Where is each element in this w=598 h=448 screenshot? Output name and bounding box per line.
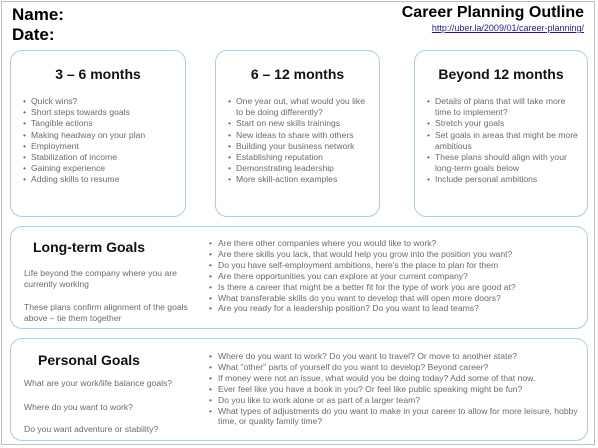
section-note: Life beyond the company where you are currently working bbox=[24, 268, 177, 289]
section-note: Do you want adventure or stability? bbox=[24, 424, 159, 434]
list-item: • Employment bbox=[23, 141, 179, 152]
list-item: • Start on new skills trainings bbox=[228, 118, 373, 129]
column-3-6-months bbox=[10, 50, 186, 217]
list-item: • Ever feel like you have a book in you? Or feel like public speaking might be fun? bbox=[209, 384, 581, 395]
list-item: • Are there other companies where you would like to work? bbox=[209, 238, 581, 249]
list-item: • One year out, what would you like to be doing differently? bbox=[228, 96, 373, 118]
list-item: • Include personal ambitions bbox=[427, 174, 581, 185]
name-label: Name: bbox=[12, 5, 64, 24]
column-heading: 6 – 12 months bbox=[250, 66, 345, 82]
list-item: • Details of plans that will take more time to implement? bbox=[427, 96, 581, 118]
list-item: • Are there skills you lack, that would help you grow into the position you want? bbox=[209, 249, 581, 260]
list-item: • Adding skills to resume bbox=[23, 174, 179, 185]
list-item: • Building your business network bbox=[228, 141, 373, 152]
column-heading: Beyond 12 months bbox=[438, 66, 564, 82]
page-title: Career Planning Outline bbox=[401, 4, 584, 21]
section-note: Where do you want to work? bbox=[24, 402, 133, 412]
list-item: • These plans should align with your long-term goals below bbox=[427, 152, 581, 174]
date-label: Date: bbox=[12, 25, 55, 44]
list-item: • Demonstrating leadership bbox=[228, 163, 373, 174]
header-fields bbox=[12, 5, 64, 45]
column-items bbox=[11, 96, 185, 186]
list-item: • Tangible actions bbox=[23, 118, 179, 129]
list-item: • New ideas to share with others bbox=[228, 130, 373, 141]
list-item: • Stretch your goals bbox=[427, 118, 581, 129]
list-item: • Gaining experience bbox=[23, 163, 179, 174]
section-note: What are your work/life balance goals? bbox=[24, 378, 173, 388]
list-item: • More skill-action examples bbox=[228, 174, 373, 185]
column-items bbox=[415, 96, 587, 186]
section-items bbox=[209, 238, 581, 314]
list-item: • What transferable skills do you want to develop that will open more doors? bbox=[209, 293, 581, 304]
section-heading: Long-term Goals bbox=[33, 239, 146, 255]
list-item: • If money were not an issue, what would you be doing today? Add some of that now. bbox=[209, 373, 581, 384]
long-term-goals-section bbox=[10, 226, 588, 329]
source-link[interactable]: http://uber.la/2009/01/career-planning/ bbox=[431, 23, 584, 33]
list-item: • Establishing reputation bbox=[228, 152, 373, 163]
list-item: • Do you have self-employment ambitions, here's the place to plan for them bbox=[209, 260, 581, 271]
list-item: • Are you ready for a leadership position? Do you want to lead teams? bbox=[209, 303, 581, 314]
section-heading: Personal Goals bbox=[38, 352, 140, 368]
list-item: • Short steps towards goals bbox=[23, 107, 179, 118]
list-item: • Quick wins? bbox=[23, 96, 179, 107]
list-item: • What "other" parts of yourself do you want to develop? Beyond career? bbox=[209, 362, 581, 373]
list-item: • Is there a career that might be a better fit for the type of work you are good at? bbox=[209, 282, 581, 293]
column-items bbox=[216, 96, 379, 186]
list-item: • Set goals in areas that might be more ambitious bbox=[427, 130, 581, 152]
column-heading: 3 – 6 months bbox=[55, 66, 141, 82]
personal-goals-section bbox=[10, 338, 588, 441]
list-item: • Stabilization of income bbox=[23, 152, 179, 163]
column-6-12-months bbox=[215, 50, 380, 217]
section-items bbox=[209, 351, 581, 427]
section-note: These plans confirm alignment of the goals above – tie them together bbox=[24, 302, 188, 323]
list-item: • Are there opportunities you can explore at your current company? bbox=[209, 271, 581, 282]
list-item: • Making headway on your plan bbox=[23, 130, 179, 141]
list-item: • Where do you want to work? Do you want to travel? Or move to another state? bbox=[209, 351, 581, 362]
list-item: • What types of adjustments do you want to make in your career to allow for more leisure, hobby time, or quality family time? bbox=[209, 406, 581, 428]
column-beyond-12-months bbox=[414, 50, 588, 217]
list-item: • Do you like to work alone or as part of a larger team? bbox=[209, 395, 581, 406]
